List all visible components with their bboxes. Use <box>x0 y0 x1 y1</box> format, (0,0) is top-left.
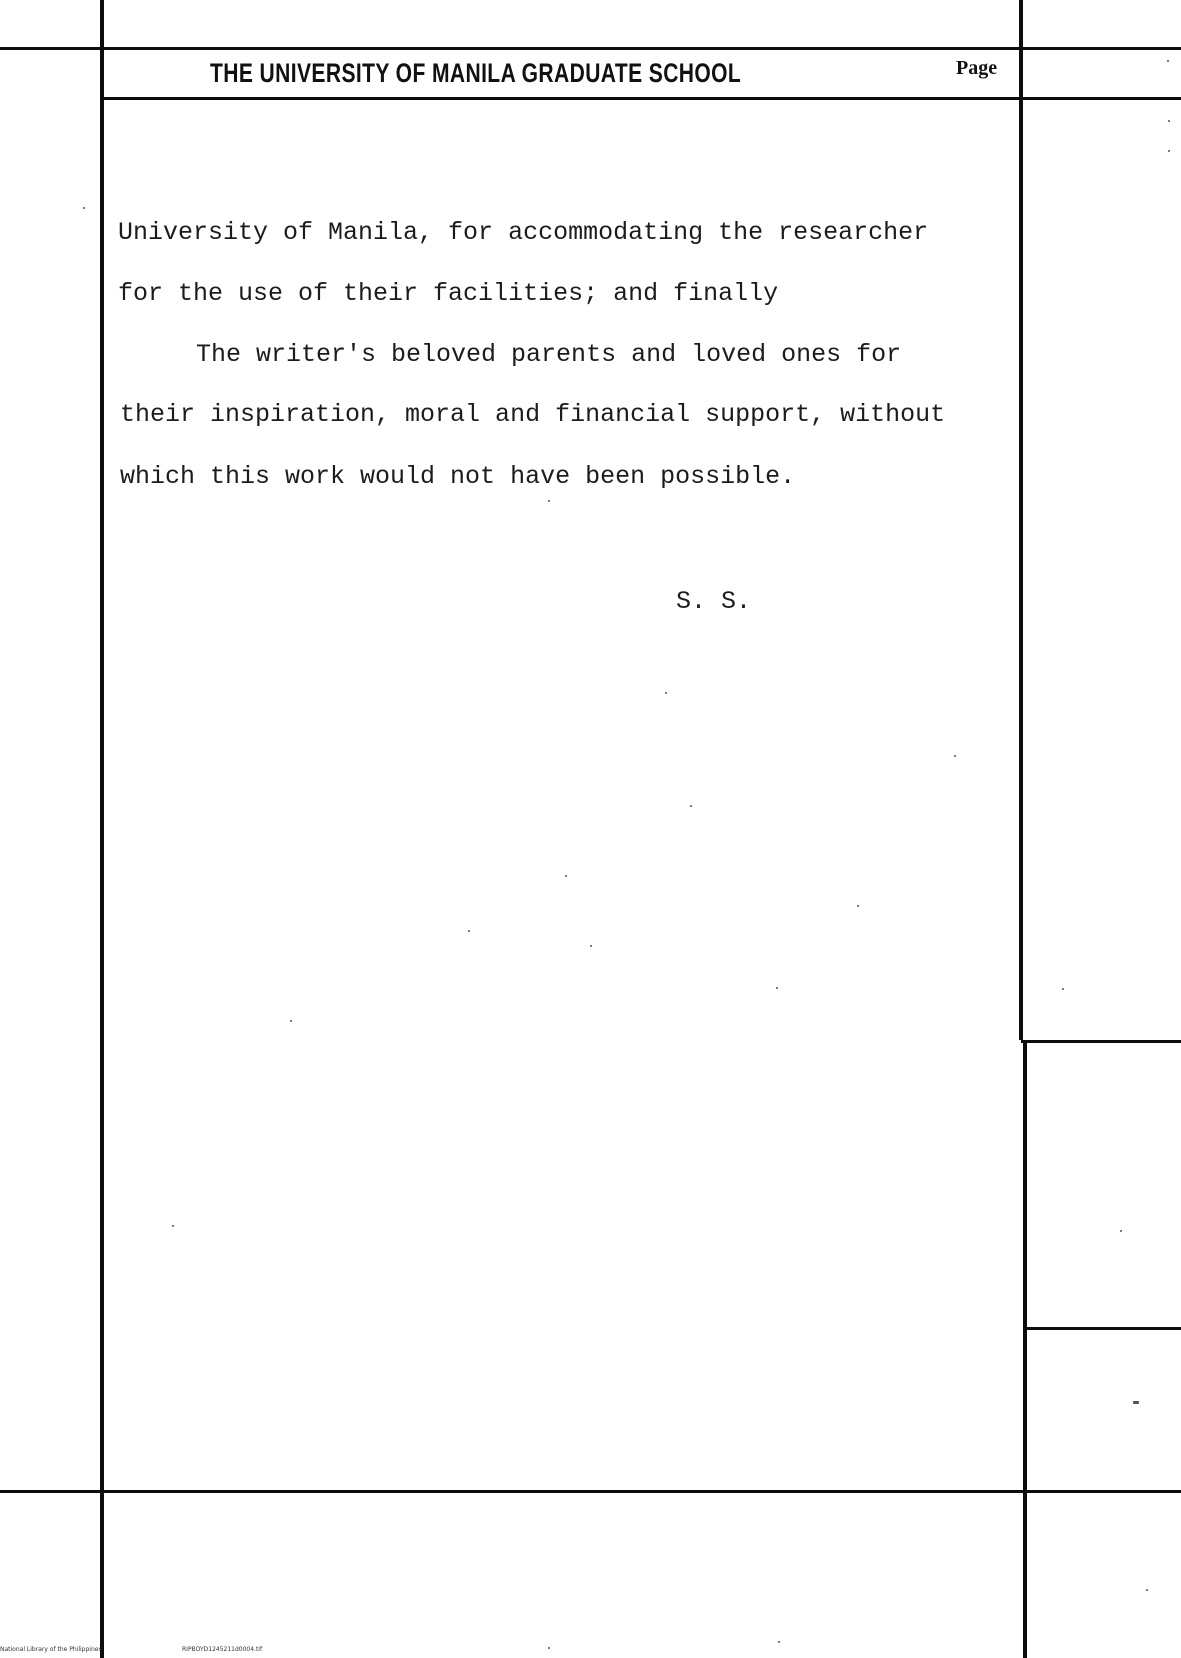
body-line-2: for the use of their facilities; and finally <box>118 279 779 308</box>
author-initials: S. S. <box>676 587 752 616</box>
scan-speck <box>468 930 470 932</box>
body-line-1: University of Manila, for accommodating the researcher <box>118 218 929 247</box>
footer-rule <box>0 1490 1181 1493</box>
body-line-3: The writer's beloved parents and loved ones for <box>196 340 902 369</box>
scan-speck <box>776 987 778 989</box>
right-margin-rule-lower <box>1023 1040 1027 1658</box>
body-line-4: their inspiration, moral and financial support, without <box>120 400 946 429</box>
header-bottom-rule <box>100 97 1181 100</box>
scan-speck <box>954 755 956 757</box>
scan-speck <box>1133 1401 1139 1404</box>
scan-speck <box>857 905 859 907</box>
scan-speck <box>1146 1589 1148 1591</box>
scan-file-name: RIPBOYD1245211d0004.tif <box>182 1646 263 1653</box>
scan-speck <box>690 805 692 807</box>
body-line-5: which this work would not have been possible. <box>120 462 796 491</box>
right-margin-rule-upper <box>1019 0 1023 1040</box>
header-top-rule <box>0 47 1181 50</box>
scan-speck <box>548 500 550 502</box>
right-column-rule-2 <box>1023 1327 1181 1330</box>
scan-speck <box>548 1647 550 1649</box>
scan-speck <box>83 207 85 209</box>
scan-speck <box>778 1641 780 1643</box>
right-column-rule-1 <box>1021 1040 1181 1043</box>
scan-speck <box>590 945 592 947</box>
scan-speck <box>565 875 567 877</box>
left-margin-rule <box>100 0 104 1658</box>
scan-speck <box>1120 1230 1122 1232</box>
scan-speck <box>1168 150 1170 152</box>
scan-speck <box>290 1020 292 1022</box>
scan-speck <box>665 692 667 694</box>
scan-speck <box>1167 60 1169 62</box>
scan-speck <box>172 1225 174 1227</box>
scan-speck <box>1168 120 1170 122</box>
page-label: Page <box>956 57 998 79</box>
page-header-title: THE UNIVERSITY OF MANILA GRADUATE SCHOOL <box>210 58 742 88</box>
scan-speck <box>1062 988 1064 990</box>
library-note: National Library of the Philippines <box>0 1646 102 1653</box>
